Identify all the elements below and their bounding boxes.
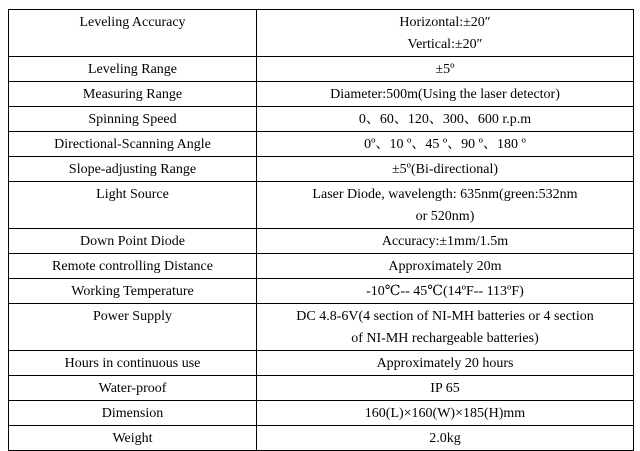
spec-label: Water-proof [9,376,257,401]
spec-label: Leveling Range [9,57,257,82]
table-row [9,426,634,451]
spec-table [8,9,634,451]
spec-value: Laser Diode, wavelength: 635nm(green:532nm or 520nm) [257,182,634,229]
table-row [9,57,634,82]
table-row [9,82,634,107]
spec-value: 0º、10 º、45 º、90 º、180 º [257,132,634,157]
spec-label: Leveling Accuracy [9,10,257,57]
table-row [9,351,634,376]
table-row [9,279,634,304]
table-row [9,401,634,426]
spec-label: Slope-adjusting Range [9,157,257,182]
spec-value: 2.0kg [257,426,634,451]
spec-value: Horizontal:±20″ Vertical:±20″ [257,10,634,57]
spec-value: Approximately 20 hours [257,351,634,376]
table-row [9,254,634,279]
spec-label: Working Temperature [9,279,257,304]
spec-value: 160(L)×160(W)×185(H)mm [257,401,634,426]
spec-value: ±5º [257,57,634,82]
spec-label: Remote controlling Distance [9,254,257,279]
spec-label: Dimension [9,401,257,426]
spec-value: -10℃-- 45℃(14ºF-- 113ºF) [257,279,634,304]
spec-value: IP 65 [257,376,634,401]
table-row [9,107,634,132]
spec-value: ±5º(Bi-directional) [257,157,634,182]
spec-label: Down Point Diode [9,229,257,254]
spec-value: Accuracy:±1mm/1.5m [257,229,634,254]
spec-value: Diameter:500m(Using the laser detector) [257,82,634,107]
spec-label: Hours in continuous use [9,351,257,376]
table-row [9,10,634,57]
table-row [9,304,634,351]
table-row [9,182,634,229]
spec-value: 0、60、120、300、600 r.p.m [257,107,634,132]
spec-value: DC 4.8-6V(4 section of NI-MH batteries or 4 section of NI-MH rechargeable batteries) [257,304,634,351]
table-row [9,229,634,254]
spec-label: Measuring Range [9,82,257,107]
table-row [9,157,634,182]
spec-label: Power Supply [9,304,257,351]
spec-label: Directional-Scanning Angle [9,132,257,157]
spec-label: Light Source [9,182,257,229]
spec-label: Spinning Speed [9,107,257,132]
table-row [9,132,634,157]
spec-label: Weight [9,426,257,451]
table-row [9,376,634,401]
spec-value: Approximately 20m [257,254,634,279]
